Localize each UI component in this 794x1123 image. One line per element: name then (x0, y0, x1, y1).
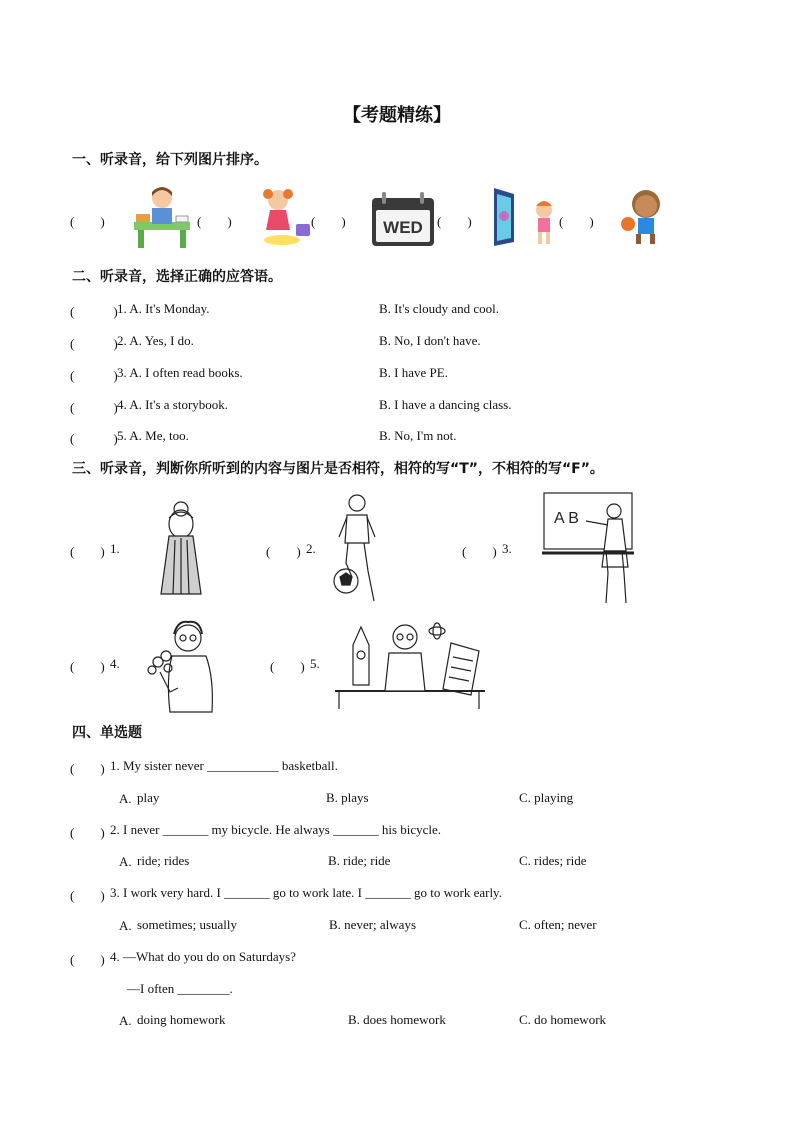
item-number: 3. (502, 541, 512, 556)
answer-bracket[interactable]: ( ) (70, 214, 105, 229)
section3-heading: 三、听录音，判断你所听到的内容与图片是否相符，相符的写“T”，不相符的写“F”。 (72, 461, 604, 477)
answer-bracket[interactable]: ( ) (70, 659, 105, 674)
answer-bracket[interactable]: ( ) (70, 544, 105, 559)
question-stem-2: —I often ________. (127, 981, 233, 996)
answer-bracket[interactable]: ( ) (311, 214, 346, 229)
option-b[interactable]: B. ride; ride (328, 853, 391, 868)
option-c[interactable]: C. playing (519, 790, 574, 805)
item-number: 4. (110, 656, 120, 671)
option-a-text[interactable]: ride; rides (137, 853, 190, 868)
footballer-icon (330, 493, 384, 603)
question-option-b: B. I have PE. (379, 365, 448, 380)
girl-cleaning-icon (256, 186, 314, 248)
question-option-b: B. No, I don't have. (379, 333, 481, 348)
boy-studying-icon (128, 184, 196, 250)
answer-bracket[interactable]: ( ) (70, 400, 118, 415)
option-a-text[interactable]: play (137, 790, 160, 805)
option-b[interactable]: B. plays (326, 790, 369, 805)
boy-basketball-icon (614, 186, 670, 248)
question-stem: 4. —What do you do on Saturdays? (110, 949, 296, 964)
answer-bracket[interactable]: ( ) (437, 214, 472, 229)
answer-bracket[interactable]: ( ) (70, 431, 118, 446)
question-stem: 1. My sister never ___________ basketball. (110, 758, 338, 773)
section1-heading: 一、听录音，给下列图片排序。 (72, 152, 268, 168)
question-option-b: B. I have a dancing class. (379, 397, 512, 412)
answer-bracket[interactable]: ( ) (70, 825, 105, 840)
girl-watching-tv-icon (492, 186, 560, 248)
calendar-label: WED (383, 218, 423, 237)
page-title: 【考题精练】 (343, 105, 451, 126)
answer-bracket[interactable]: ( ) (70, 336, 118, 351)
answer-bracket[interactable]: ( ) (70, 888, 105, 903)
section2-heading: 二、听录音，选择正确的应答语。 (72, 269, 282, 285)
answer-bracket[interactable]: ( ) (70, 368, 118, 383)
answer-bracket[interactable]: ( ) (70, 761, 105, 776)
calendar-wed-icon (370, 192, 436, 248)
answer-bracket[interactable]: ( ) (559, 214, 594, 229)
answer-bracket[interactable]: ( ) (70, 304, 118, 319)
option-a-text[interactable]: doing homework (137, 1012, 226, 1027)
option-a-label: A. (119, 791, 132, 806)
option-b[interactable]: B. does homework (348, 1012, 446, 1027)
option-b[interactable]: B. never; always (329, 917, 417, 932)
option-a-text[interactable]: sometimes; usually (137, 917, 238, 932)
question-option-a: 5. A. Me, too. (117, 428, 189, 443)
question-option-b: B. It's cloudy and cool. (379, 301, 500, 316)
answer-bracket[interactable]: ( ) (462, 544, 497, 559)
answer-bracket[interactable]: ( ) (270, 659, 305, 674)
option-a-label: A. (119, 918, 132, 933)
question-option-a: 1. A. It's Monday. (117, 301, 210, 316)
scientist-icon (333, 615, 487, 711)
question-option-b: B. No, I'm not. (379, 428, 457, 443)
answer-bracket[interactable]: ( ) (70, 952, 105, 967)
item-number: 5. (310, 656, 320, 671)
answer-bracket[interactable]: ( ) (266, 544, 301, 559)
option-c[interactable]: C. often; never (519, 917, 597, 932)
question-option-a: 4. A. It's a storybook. (117, 397, 229, 412)
option-a-label: A. (119, 854, 132, 869)
item-number: 1. (110, 541, 120, 556)
question-option-a: 2. A. Yes, I do. (117, 333, 194, 348)
blackboard-text: A B (554, 510, 579, 527)
question-stem: 2. I never _______ my bicycle. He always _______ his bicycle. (110, 822, 442, 837)
option-a-label: A. (119, 1013, 132, 1028)
option-c[interactable]: C. do homework (519, 1012, 607, 1027)
teacher-blackboard-icon (540, 491, 636, 607)
grandma-icon (155, 500, 207, 596)
question-option-a: 3. A. I often read books. (117, 365, 243, 380)
answer-bracket[interactable]: ( ) (197, 214, 232, 229)
grandpa-flowers-icon (144, 618, 218, 714)
question-stem: 3. I work very hard. I _______ go to work late. I _______ go to work early. (110, 885, 502, 900)
section4-heading: 四、单选题 (72, 725, 142, 741)
option-c[interactable]: C. rides; ride (519, 853, 587, 868)
item-number: 2. (306, 541, 316, 556)
